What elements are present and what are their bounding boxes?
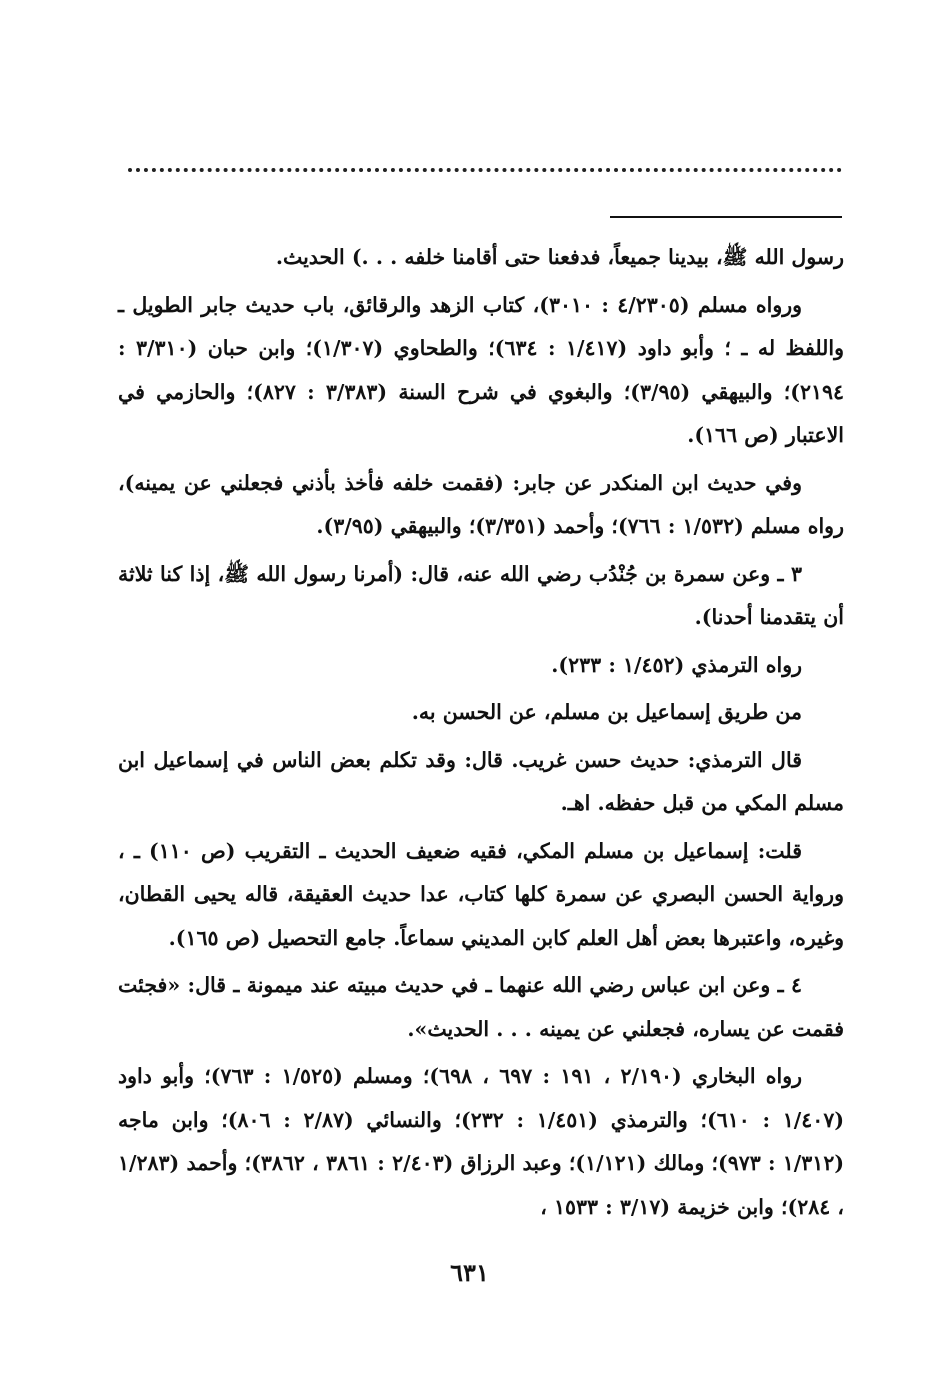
- footnote-paragraph: قال الترمذي: حديث حسن غريب. قال: وقد تكلم بعض الناس في إسماعيل ابن مسلم المكي من قبل حفظه. اهـ.: [118, 747, 844, 815]
- footnote-paragraph: وفي حديث ابن المنكدر عن جابر: (فقمت خلفه فأخذ بأذني فجعلني عن يمينه)، رواه مسلم (١/٥٣٢ : ٧٦٦)؛ وأحمد (٣/٣٥١)؛ والبيهقي (٣/٩٥).: [118, 470, 844, 538]
- footnote-paragraph: ورواه مسلم (٤/٢٣٠٥ : ٣٠١٠)، كتاب الزهد والرقائق، باب حديث جابر الطويل ـ واللفظ له ـ ؛ وأبو داود (١/٤١٧ : ٦٣٤)؛ والطحاوي (١/٣٠٧)؛ وابن حبان (٣/٣١٠ : ٢١٩٤)؛ والبيهقي (٣/٩٥)؛ والبغوي في شرح السنة (٣/٣٨٣ : ٨٢٧)؛ والحازمي في الاعتبار (ص ١٦٦).: [118, 292, 845, 447]
- page-number: ٦٣١: [450, 1258, 489, 1287]
- footnote-body: [118, 236, 844, 1233]
- footnote-paragraph: من طريق إسماعيل بن مسلم، عن الحسن به.: [411, 700, 802, 724]
- footnote-paragraph: ٣ ـ وعن سمرة بن جُنْدُب رضي الله عنه، قال: (أمرنا رسول الله ﷺ، إذا كنا ثلاثة أن يتقدمنا أحدنا).: [118, 561, 844, 629]
- footnote-paragraph: قلت: إسماعيل بن مسلم المكي، فقيه ضعيف الحديث ـ التقريب (ص ١١٠) ـ ، ورواية الحسن البصري عن سمرة كلها كتاب، عدا حديث العقيقة، قاله يحيى القطان، وغيره، واعتبرها بعض أهل العلم كابن المديني سماعاً. جامع التحصيل (ص ١٦٥).: [118, 838, 844, 950]
- footnote-separator-line: [610, 216, 842, 218]
- dotted-separator: [128, 168, 842, 172]
- footnote-paragraph: رواه الترمذي (١/٤٥٢ : ٢٣٣).: [551, 652, 802, 677]
- footnote-paragraph: رواه البخاري (٢/١٩٠ ، ١٩١ : ٦٩٧ ، ٦٩٨)؛ ومسلم (١/٥٢٥ : ٧٦٣)؛ وأبو داود (١/٤٠٧ : ٦١٠)؛ والترمذي (١/٤٥١ : ٢٣٢)؛ والنسائي (٢/٨٧ : ٨٠٦)؛ وابن ماجه (١/٣١٢ : ٩٧٣)؛ ومالك (١/١٢١)؛ وعبد الرزاق (٢/٤٠٣ : ٣٨٦١ ، ٣٨٦٢)؛ وأحمد (١/٢٨٣ ، ٢٨٤)؛ وابن خزيمة (٣/١٧ : ١٥٣٣ ،: [118, 1064, 845, 1219]
- footnote-paragraph: رسول الله ﷺ، بيدينا جميعاً، فدفعنا حتى أقامنا خلفه . . .) الحديث.: [275, 245, 844, 269]
- footnote-paragraph: ٤ ـ وعن ابن عباس رضي الله عنهما ـ في حديث مبيته عند ميمونة ـ قال: «فجئت فقمت عن يساره، فجعلني عن يمينه . . . الحديث».: [118, 973, 844, 1041]
